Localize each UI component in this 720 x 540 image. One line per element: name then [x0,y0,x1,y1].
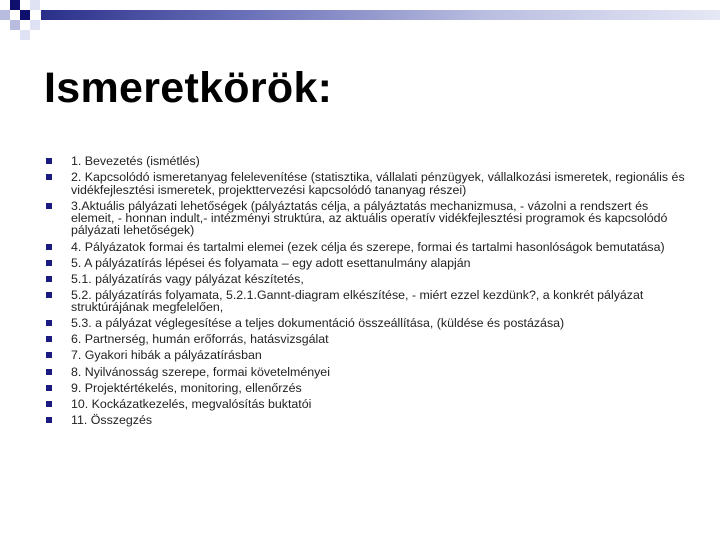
deco-square [10,20,20,30]
slide-title: Ismeretkörök: [44,64,333,112]
list-item-text: 5.3. a pályázat véglegesítése a teljes dokumentáció összeállítása, (küldése és postázása) [71,316,565,331]
list-item-text: 4. Pályázatok formai és tartalmi elemei (ezek célja és szerepe, formai és tartalmi hasonlóságok bemutatása) [71,239,665,254]
bullet-icon [46,352,52,358]
deco-square [30,20,40,30]
list-item [46,414,686,426]
bullet-icon [46,158,52,164]
list-item [46,349,686,361]
deco-square [20,10,30,20]
deco-square [10,0,20,10]
bullet-icon [46,276,52,282]
list-item-text: 9. Projektértékelés, monitoring, ellenőrzés [71,380,302,395]
deco-gradient-bar [41,10,720,20]
list-item [46,171,686,196]
bullet-icon [46,401,52,407]
list-item [46,317,686,329]
bullet-icon [46,320,52,326]
list-item [46,366,686,378]
list-item-text: 2. Kapcsolódó ismeretanyag felelevenítése (statisztika, vállalati pénzügyek, vállalkozási ismeretek, regionális és vidékfejlesztési ismeretek, projekttervezési kapcsolódó tananyag részei) [71,170,685,197]
topic-list [46,155,686,430]
bullet-icon [46,336,52,342]
list-item [46,398,686,410]
list-item-text: 11. Összegzés [71,412,153,427]
list-item-text: 5.1. pályázatírás vagy pályázat készítetés, [71,271,304,286]
bullet-icon [46,260,52,266]
deco-square [30,0,40,10]
deco-square [0,10,10,20]
bullet-icon [46,369,52,375]
list-item [46,333,686,345]
bullet-icon [46,174,52,180]
header-decoration [0,0,720,40]
list-item [46,200,686,237]
list-item-text: 5. A pályázatírás lépései és folyamata – egy adott esettanulmány alapján [71,255,471,270]
bullet-icon [46,244,52,250]
list-item [46,273,686,285]
list-item-text: 5.2. pályázatírás folyamata, 5.2.1.Gannt-diagram elkészítése, - miért ezzel kezdünk?, a konkrét pályázat struktúrájának megfelelően, [71,287,644,315]
list-item-text: 1. Bevezetés (ismétlés) [71,154,200,168]
list-item [46,155,686,167]
list-item-text: 10. Kockázatkezelés, megvalósítás buktatói [71,396,312,411]
bullet-icon [46,385,52,391]
list-item-text: 6. Partnerség, humán erőforrás, hatásvizsgálat [71,332,329,347]
bullet-icon [46,417,52,423]
list-item-text: 7. Gyakori hibák a pályázatírásban [71,348,262,363]
list-item-text: 3.Aktuális pályázati lehetőségek (pályáztatás célja, a pályáztatás mechanizmusa, - vázolni a rendszert és elemeit, - honnan indult,- intézményi struktúra, az aktuális operatív vidékfejlesztési programok és kapcsolódó pályázati lehetőségek) [71,198,668,238]
bullet-icon [46,292,52,298]
list-item [46,241,686,253]
list-item-text: 8. Nyilvánosság szerepe, formai követelményei [71,364,330,379]
list-item [46,257,686,269]
list-item [46,289,686,314]
bullet-icon [46,203,52,209]
deco-square [20,30,30,40]
list-item [46,382,686,394]
